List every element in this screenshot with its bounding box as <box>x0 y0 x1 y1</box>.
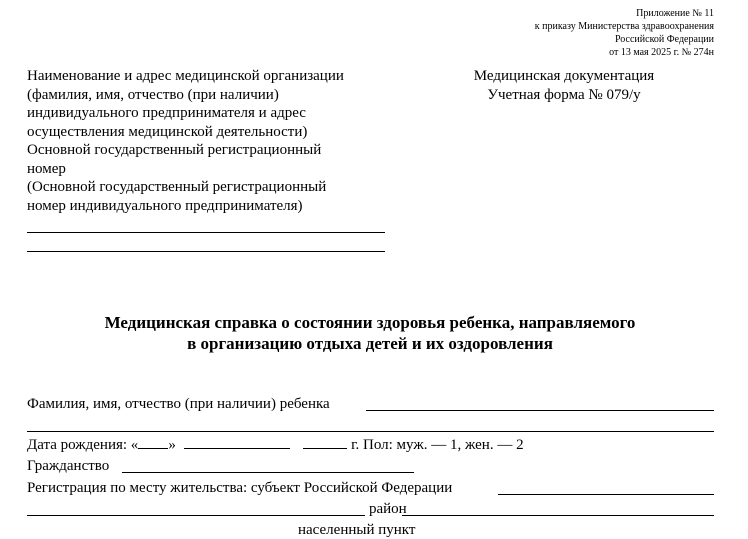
region-input-line[interactable] <box>498 494 714 495</box>
org-line: номер индивидуального предпринимателя) <box>27 197 303 214</box>
locality-label: населенный пункт <box>298 522 416 538</box>
dob-year-gender-label: г. Пол: муж. — 1, жен. — 2 <box>351 437 524 453</box>
fio-input-line-2[interactable] <box>27 431 714 432</box>
appendix-header <box>535 7 714 59</box>
title-line-2: в организацию отдыха детей и их оздоровления <box>187 334 553 353</box>
appendix-date: от 13 мая 2025 г. № 274н <box>609 47 714 58</box>
appendix-number: Приложение № 11 <box>636 8 714 19</box>
org-line: (Основной государственный регистрационный <box>27 179 327 195</box>
dob-year-field[interactable] <box>303 435 347 449</box>
fio-input-line[interactable] <box>366 410 714 411</box>
registration-row <box>27 479 452 497</box>
district-input-line[interactable] <box>402 515 714 516</box>
address-input-line[interactable] <box>27 515 365 516</box>
dob-row <box>27 435 524 454</box>
fio-row <box>27 395 330 413</box>
title-line-1: Медицинская справка о состоянии здоровья ребенка, направляемого <box>104 313 636 332</box>
dob-day-field[interactable] <box>138 435 168 449</box>
registration-label: Регистрация по месту жительства: субъект Российской Федерации <box>27 480 453 496</box>
citizenship-label: Гражданство <box>27 458 110 474</box>
org-line: номер <box>27 160 66 177</box>
org-fill-line-2[interactable] <box>27 251 385 252</box>
org-line: (фамилия, имя, отчество (при наличии) <box>27 86 279 103</box>
dob-month-field[interactable] <box>184 435 290 449</box>
appendix-order: к приказу Министерства здравоохранения <box>534 21 714 32</box>
org-fill-line-1[interactable] <box>27 232 385 233</box>
organization-block <box>27 67 387 215</box>
appendix-ministry: Российской Федерации <box>614 34 714 45</box>
org-line: Наименование и адрес медицинской организации <box>27 68 344 84</box>
org-line: Основной государственный регистрационный <box>27 142 322 158</box>
document-title <box>0 312 740 354</box>
form-number: Учетная форма № 079/у <box>487 86 641 103</box>
dob-quote-close: » <box>168 437 176 453</box>
dob-label: Дата рождения: « <box>27 437 139 453</box>
citizenship-row <box>27 457 109 475</box>
document-type-block <box>466 67 662 104</box>
district-label: район <box>369 501 407 517</box>
org-line: осуществления медицинской деятельности) <box>27 123 308 140</box>
org-line: индивидуального предпринимателя и адрес <box>27 105 306 121</box>
locality-row <box>298 521 415 539</box>
citizenship-input-line[interactable] <box>122 472 414 473</box>
fio-label: Фамилия, имя, отчество (при наличии) ребенка <box>27 396 330 412</box>
doc-type-label: Медицинская документация <box>473 68 655 84</box>
